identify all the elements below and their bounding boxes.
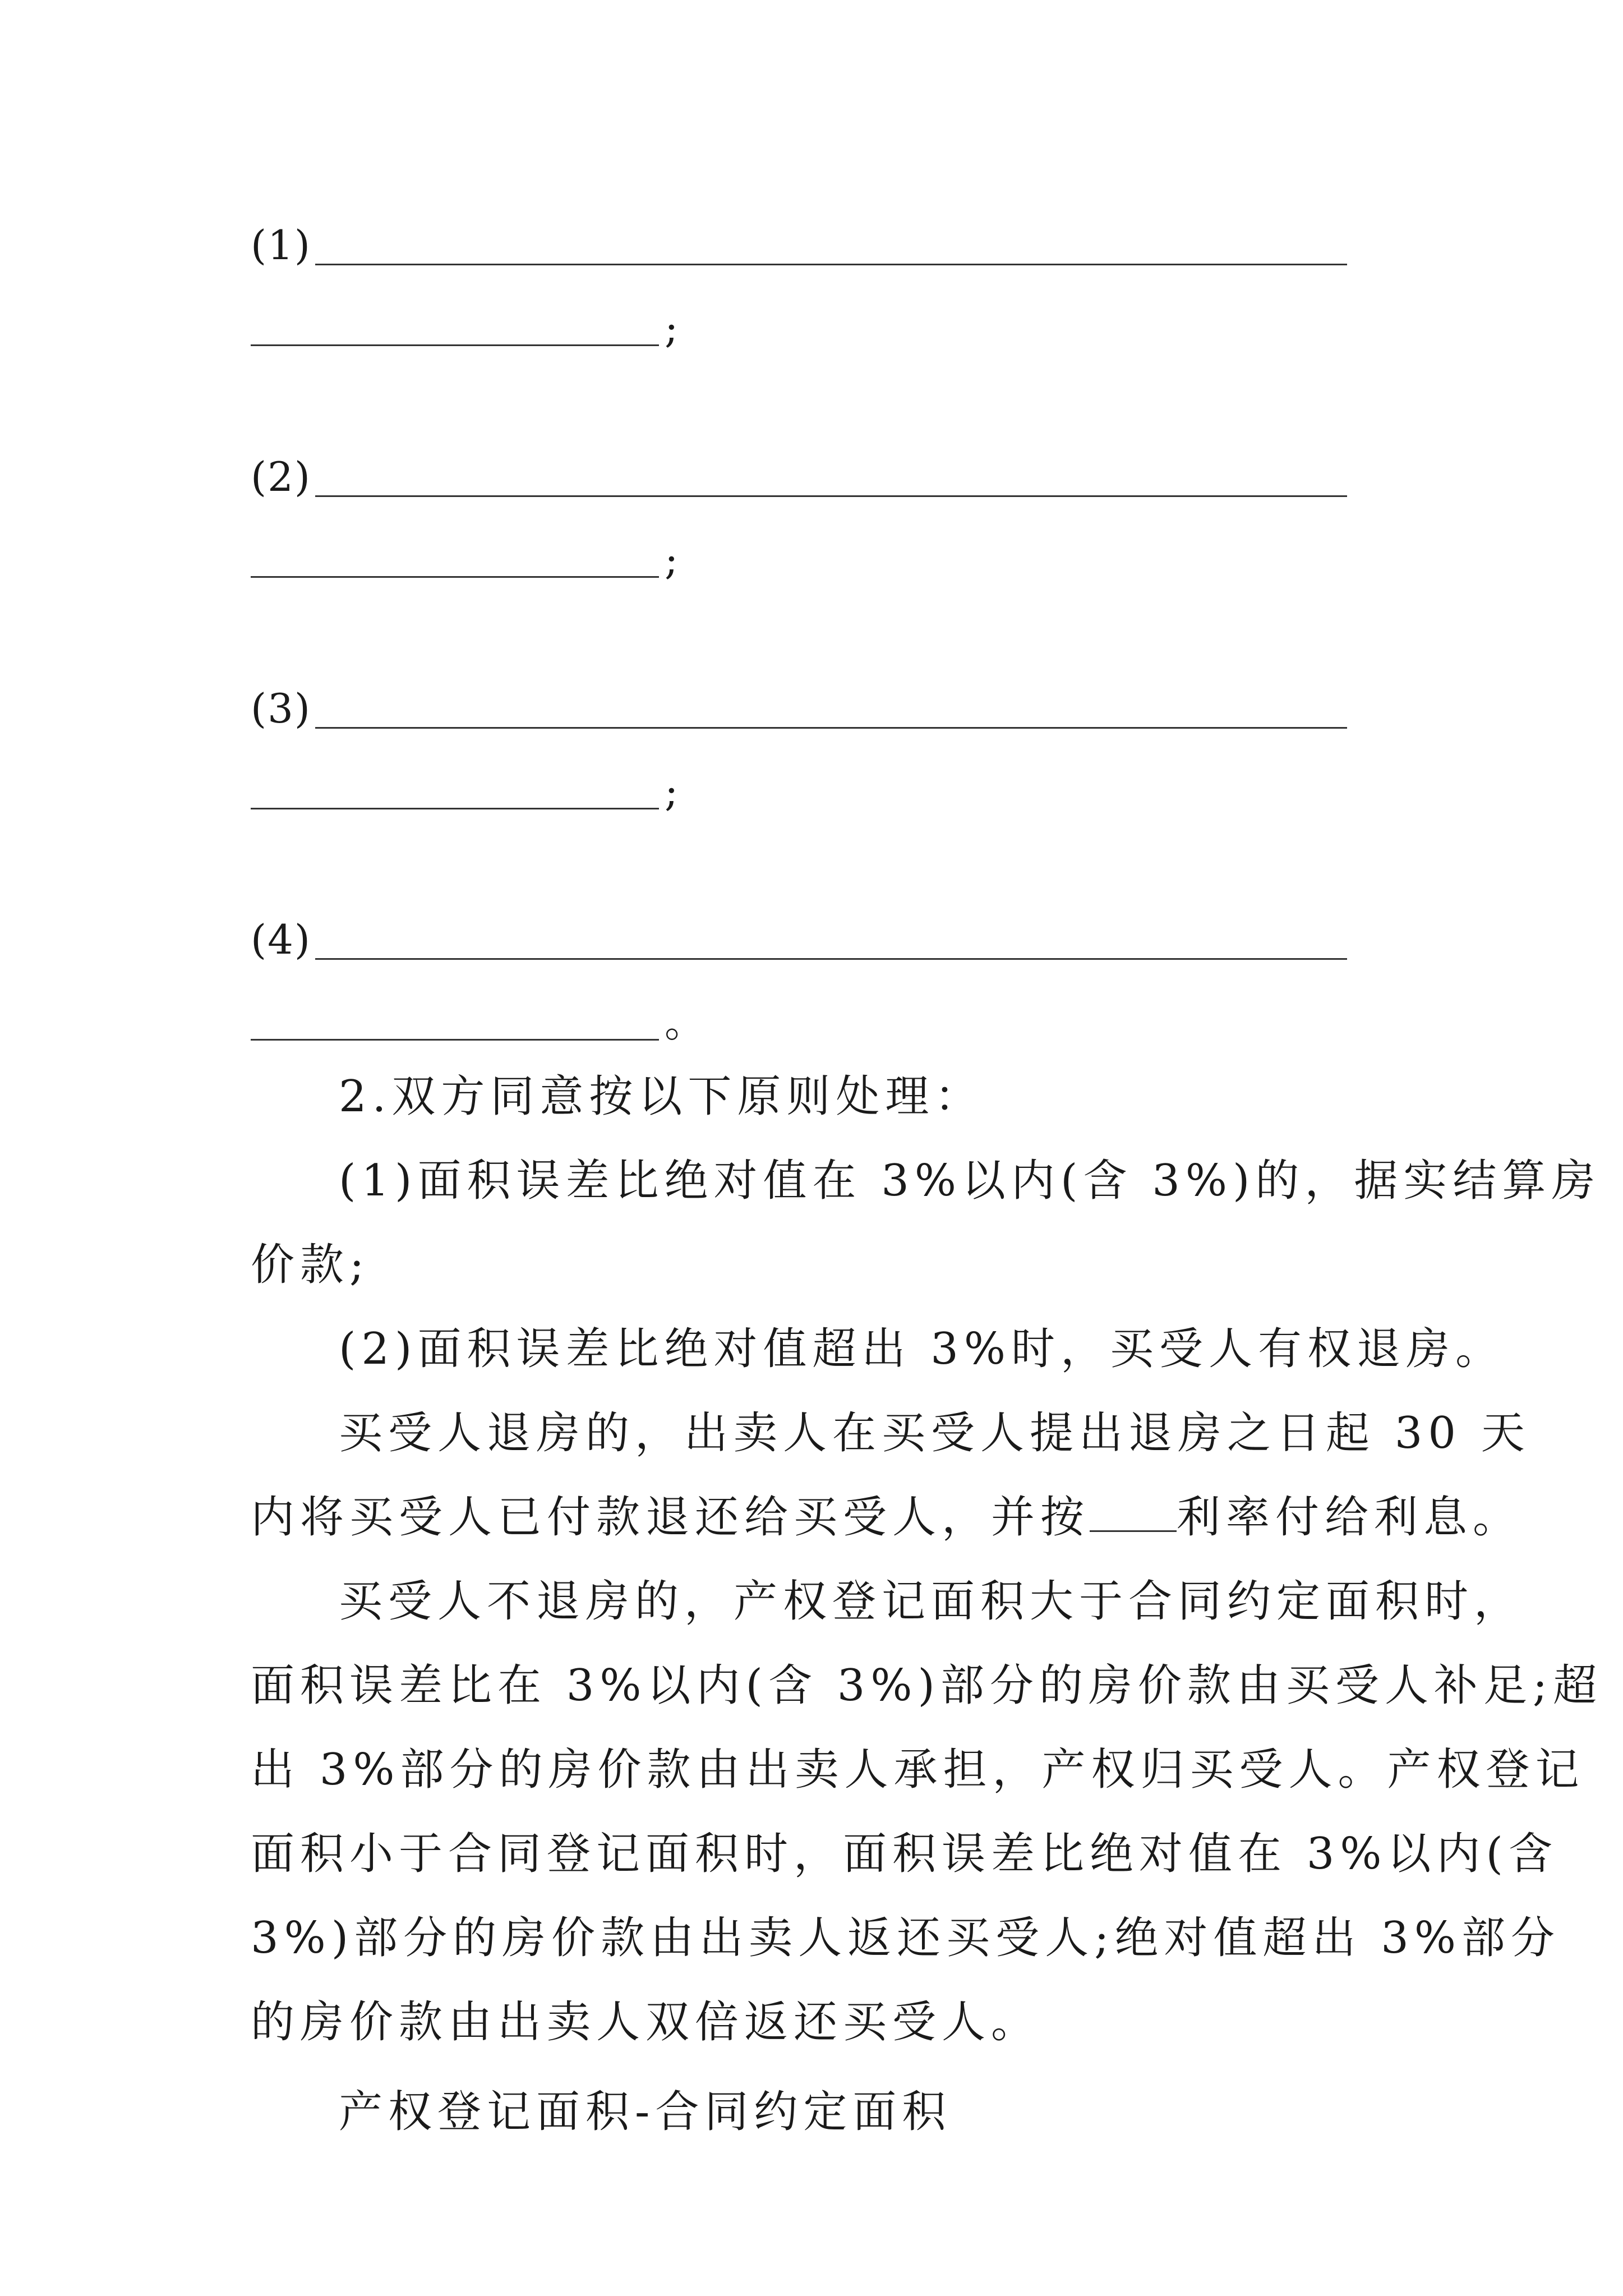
blank-label: (4) [251, 916, 311, 963]
no-return-line-1: 买受人不退房的，产权登记面积大于合同约定面积时， [339, 1576, 1524, 1627]
interest-rate-blank[interactable] [1090, 1497, 1177, 1532]
blank-end-punctuation: ; [665, 768, 679, 815]
no-return-line-6: 的房价款由出卖人双倍返还买受人。 [251, 1997, 1041, 2047]
blank-label: (1) [251, 222, 311, 269]
no-return-line-3: 出 3%部分的房价款由出卖人承担，产权归买受人。产权登记 [251, 1745, 1585, 1795]
blank-end-punctuation: 。 [665, 999, 706, 1046]
no-return-line-4: 面积小于合同登记面积时，面积误差比绝对值在 3%以内(含 [251, 1829, 1558, 1879]
rule-1-line-2: 价款; [251, 1240, 370, 1290]
blank-line-continued[interactable] [251, 344, 659, 346]
blank-line[interactable] [315, 264, 1347, 265]
blank-line-continued[interactable] [251, 576, 659, 578]
blank-item-1 [251, 220, 1372, 388]
rule-2: (2)面积误差比绝对值超出 3%时，买受人有权退房。 [339, 1324, 1505, 1374]
blank-end-punctuation: ; [665, 536, 679, 583]
formula-text: 产权登记面积-合同约定面积 [339, 2087, 952, 2137]
blank-line[interactable] [315, 958, 1347, 960]
blank-line-continued[interactable] [251, 1039, 659, 1041]
refund-paragraph-line-1: 买受人退房的，出卖人在买受人提出退房之日起 30 天 [339, 1408, 1530, 1458]
blank-item-3 [251, 683, 1372, 852]
refund-paragraph-line-2 [251, 1475, 1523, 1559]
no-return-line-5: 3%)部分的房价款由出卖人返还买受人;绝对值超出 3%部分 [251, 1913, 1560, 1963]
no-return-line-2: 面积误差比在 3%以内(含 3%)部分的房价款由买受人补足;超 [251, 1660, 1603, 1711]
refund-text-after-blank: 利率付给利息。 [1177, 1492, 1523, 1543]
rule-1-line-1: (1)面积误差比绝对值在 3%以内(含 3%)的，据实结算房 [339, 1156, 1601, 1206]
blank-line[interactable] [315, 727, 1347, 729]
refund-text-before-blank: 内将买受人已付款退还给买受人，并按 [251, 1492, 1090, 1543]
blank-item-2 [251, 452, 1372, 620]
blank-line-continued[interactable] [251, 808, 659, 809]
blank-line[interactable] [315, 495, 1347, 497]
section-heading: 2.双方同意按以下原则处理： [339, 1071, 984, 1122]
blank-end-punctuation: ; [665, 305, 679, 352]
blank-label: (3) [251, 685, 311, 732]
blank-label: (2) [251, 453, 311, 500]
